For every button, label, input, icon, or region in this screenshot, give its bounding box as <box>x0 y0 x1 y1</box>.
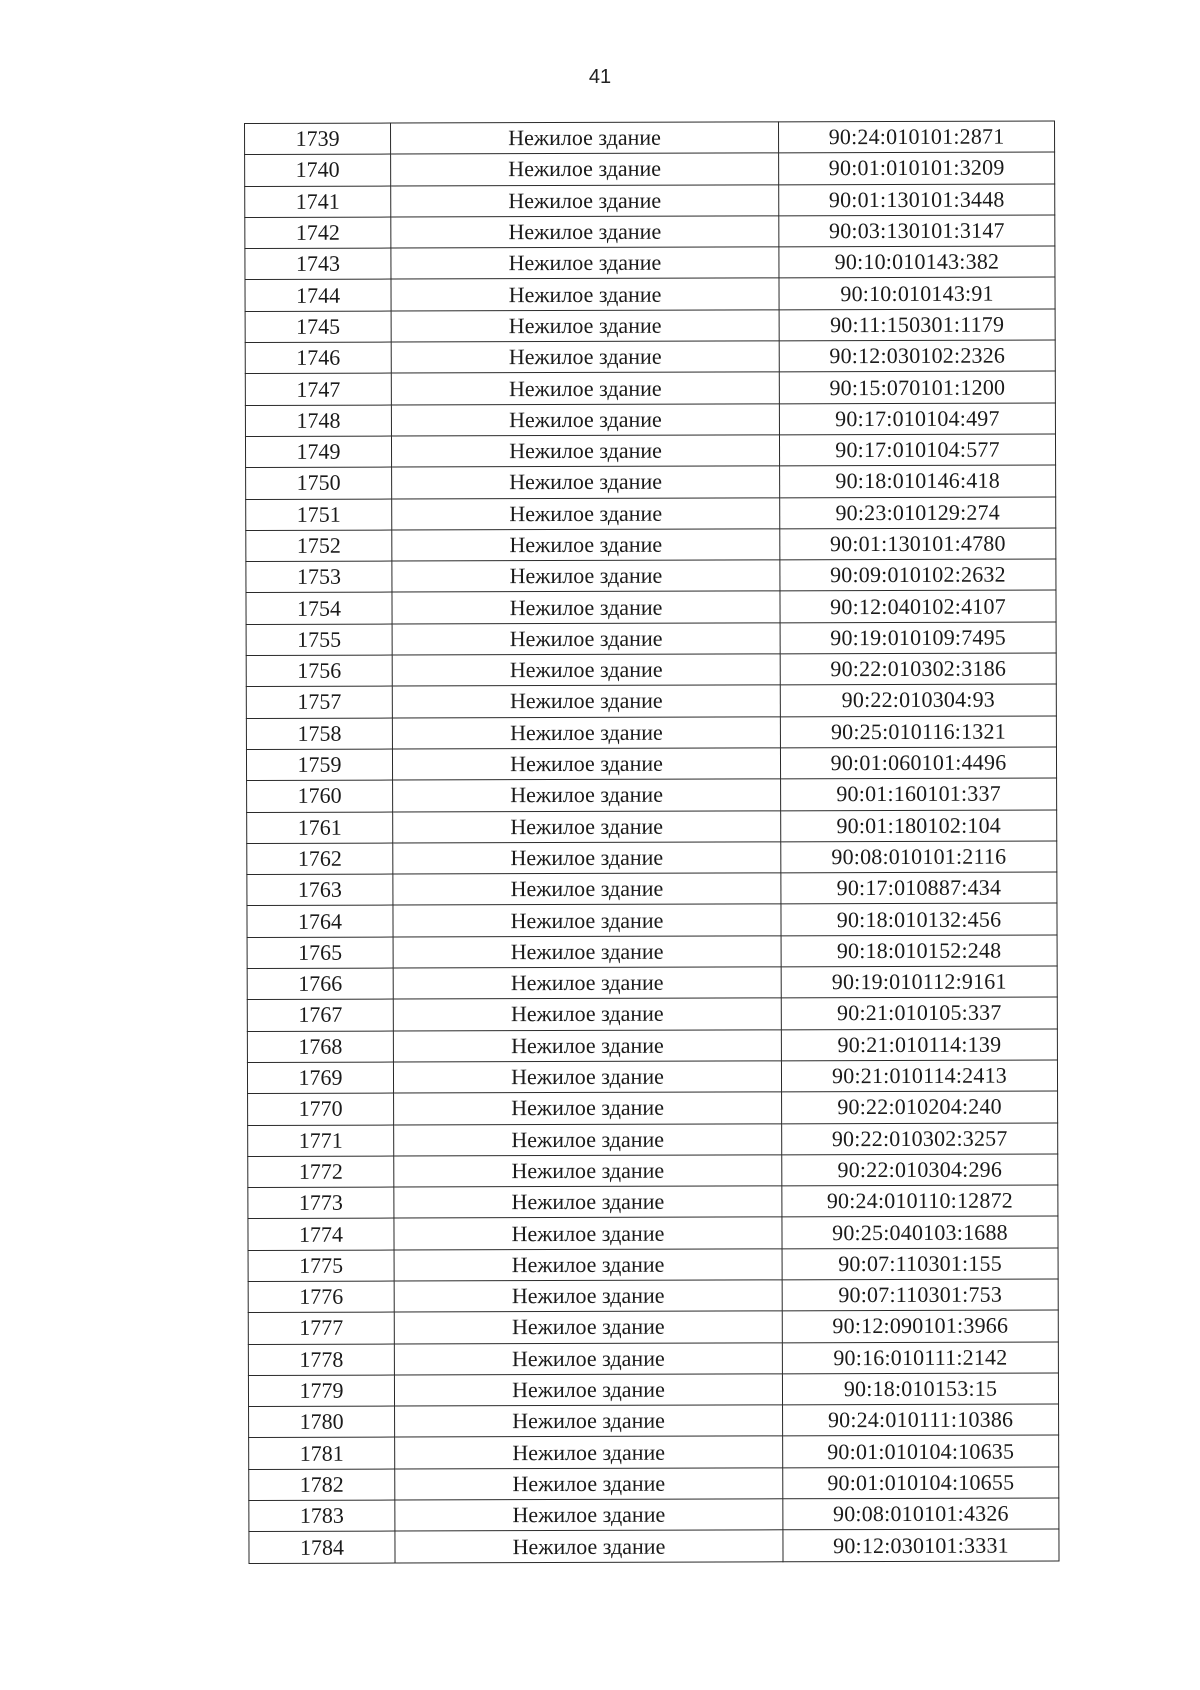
cadastral-number-cell: 90:24:010101:2871 <box>778 121 1054 153</box>
row-number-cell: 1758 <box>246 718 392 750</box>
table-row <box>249 1467 1059 1501</box>
cadastral-number-cell: 90:12:040102:4107 <box>780 590 1056 622</box>
object-name-cell: Нежилое здание <box>394 1155 782 1188</box>
table-row <box>247 935 1057 969</box>
property-table-body <box>245 121 1060 1563</box>
table-row <box>247 966 1057 1000</box>
row-number-cell: 1759 <box>246 749 392 781</box>
row-number-cell: 1761 <box>247 812 393 844</box>
cadastral-number-cell: 90:22:010304:93 <box>780 684 1056 716</box>
cadastral-number-cell: 90:01:060101:4496 <box>780 747 1056 779</box>
cadastral-number-cell: 90:01:160101:337 <box>781 778 1057 810</box>
row-number-cell: 1750 <box>246 467 392 499</box>
cadastral-number-cell: 90:25:040103:1688 <box>782 1216 1058 1248</box>
row-number-cell: 1780 <box>249 1406 395 1438</box>
row-number-cell: 1740 <box>245 154 391 186</box>
cadastral-number-cell: 90:19:010112:9161 <box>781 966 1057 998</box>
object-name-cell: Нежилое здание <box>392 591 780 624</box>
row-number-cell: 1778 <box>248 1344 394 1376</box>
object-name-cell: Нежилое здание <box>393 873 781 906</box>
row-number-cell: 1784 <box>249 1531 395 1563</box>
table-row <box>249 1404 1059 1438</box>
table-row <box>245 340 1055 374</box>
row-number-cell: 1768 <box>247 1031 393 1063</box>
row-number-cell: 1754 <box>246 592 392 624</box>
cadastral-number-cell: 90:10:010143:91 <box>779 277 1055 309</box>
table-row <box>246 497 1056 531</box>
object-name-cell: Нежилое здание <box>394 1186 782 1219</box>
object-name-cell: Нежилое здание <box>395 1499 783 1532</box>
table-row <box>247 778 1057 812</box>
table-row <box>246 716 1056 750</box>
object-name-cell: Нежилое здание <box>394 1123 782 1156</box>
table-row <box>247 1029 1057 1063</box>
cadastral-number-cell: 90:01:010104:10655 <box>783 1467 1059 1499</box>
table-row <box>245 371 1055 405</box>
table-row <box>248 1310 1058 1344</box>
table-row <box>248 1154 1058 1188</box>
object-name-cell: Нежилое здание <box>393 842 781 875</box>
table-row <box>245 184 1055 218</box>
cadastral-number-cell: 90:09:010102:2632 <box>780 559 1056 591</box>
object-name-cell: Нежилое здание <box>391 184 779 217</box>
row-number-cell: 1772 <box>248 1156 394 1188</box>
object-name-cell: Нежилое здание <box>393 998 781 1031</box>
cadastral-number-cell: 90:16:010111:2142 <box>782 1342 1058 1374</box>
row-number-cell: 1767 <box>247 999 393 1031</box>
row-number-cell: 1756 <box>246 655 392 687</box>
table-row <box>248 1091 1058 1125</box>
cadastral-number-cell: 90:17:010104:577 <box>779 434 1055 466</box>
cadastral-number-cell: 90:21:010105:337 <box>781 997 1057 1029</box>
cadastral-number-cell: 90:22:010304:296 <box>782 1154 1058 1186</box>
cadastral-number-cell: 90:03:130101:3147 <box>779 215 1055 247</box>
object-name-cell: Нежилое здание <box>392 654 780 687</box>
object-name-cell: Нежилое здание <box>395 1530 783 1563</box>
page-number: 41 <box>588 66 612 88</box>
row-number-cell: 1741 <box>245 186 391 218</box>
cadastral-number-cell: 90:22:010302:3186 <box>780 653 1056 685</box>
cadastral-number-cell: 90:12:090101:3966 <box>782 1310 1058 1342</box>
row-number-cell: 1769 <box>247 1062 393 1094</box>
object-name-cell: Нежилое здание <box>391 216 779 249</box>
cadastral-number-cell: 90:25:010116:1321 <box>780 716 1056 748</box>
object-name-cell: Нежилое здание <box>391 372 779 405</box>
table-row <box>246 684 1056 718</box>
table-row <box>249 1529 1059 1563</box>
cadastral-number-cell: 90:17:010104:497 <box>779 403 1055 435</box>
object-name-cell: Нежилое здание <box>395 1468 783 1501</box>
row-number-cell: 1751 <box>246 499 392 531</box>
row-number-cell: 1782 <box>249 1469 395 1501</box>
table-row <box>247 1060 1057 1094</box>
object-name-cell: Нежилое здание <box>393 967 781 1000</box>
row-number-cell: 1773 <box>248 1187 394 1219</box>
table-row <box>249 1498 1059 1532</box>
object-name-cell: Нежилое здание <box>391 310 779 343</box>
cadastral-number-cell: 90:01:180102:104 <box>781 809 1057 841</box>
row-number-cell: 1757 <box>246 686 392 718</box>
object-name-cell: Нежилое здание <box>394 1311 782 1344</box>
object-name-cell: Нежилое здание <box>394 1342 782 1375</box>
table-row <box>245 434 1055 468</box>
cadastral-number-cell: 90:11:150301:1179 <box>779 309 1055 341</box>
table-row <box>245 121 1055 155</box>
cadastral-number-cell: 90:21:010114:2413 <box>781 1060 1057 1092</box>
cadastral-number-cell: 90:18:010152:248 <box>781 935 1057 967</box>
cadastral-number-cell: 90:22:010302:3257 <box>782 1122 1058 1154</box>
object-name-cell: Нежилое здание <box>392 685 780 718</box>
table-row <box>246 747 1056 781</box>
cadastral-number-cell: 90:23:010129:274 <box>780 497 1056 529</box>
object-name-cell: Нежилое здание <box>391 435 779 468</box>
row-number-cell: 1746 <box>245 342 391 374</box>
table-row <box>247 809 1057 843</box>
object-name-cell: Нежилое здание <box>392 560 780 593</box>
table-row <box>248 1342 1058 1376</box>
row-number-cell: 1748 <box>245 405 391 437</box>
table-row <box>249 1435 1059 1469</box>
object-name-cell: Нежилое здание <box>391 403 779 436</box>
row-number-cell: 1749 <box>245 436 391 468</box>
cadastral-number-cell: 90:24:010110:12872 <box>782 1185 1058 1217</box>
table-row <box>246 528 1056 562</box>
table-row <box>245 309 1055 343</box>
table-row <box>247 872 1057 906</box>
row-number-cell: 1766 <box>247 968 393 1000</box>
table-row <box>245 215 1055 249</box>
row-number-cell: 1775 <box>248 1250 394 1282</box>
cadastral-number-cell: 90:01:130101:3448 <box>779 184 1055 216</box>
table-row <box>245 403 1055 437</box>
table-row <box>245 277 1055 311</box>
cadastral-number-cell: 90:01:010104:10635 <box>783 1435 1059 1467</box>
cadastral-number-cell: 90:08:010101:4326 <box>783 1498 1059 1530</box>
table-row <box>245 246 1055 280</box>
object-name-cell: Нежилое здание <box>392 529 780 562</box>
cadastral-number-cell: 90:19:010109:7495 <box>780 622 1056 654</box>
object-name-cell: Нежилое здание <box>395 1405 783 1438</box>
table-row <box>247 903 1057 937</box>
object-name-cell: Нежилое здание <box>393 936 781 969</box>
row-number-cell: 1752 <box>246 530 392 562</box>
row-number-cell: 1779 <box>248 1375 394 1407</box>
cadastral-number-cell: 90:15:070101:1200 <box>779 371 1055 403</box>
row-number-cell: 1755 <box>246 624 392 656</box>
row-number-cell: 1774 <box>248 1218 394 1250</box>
object-name-cell: Нежилое здание <box>394 1217 782 1250</box>
table-row <box>248 1373 1058 1407</box>
table-row <box>248 1216 1058 1250</box>
table-row <box>245 152 1055 186</box>
cadastral-number-cell: 90:07:110301:753 <box>782 1279 1058 1311</box>
object-name-cell: Нежилое здание <box>391 122 779 155</box>
cadastral-number-cell: 90:18:010153:15 <box>782 1373 1058 1405</box>
object-name-cell: Нежилое здание <box>392 748 780 781</box>
object-name-cell: Нежилое здание <box>392 716 780 749</box>
row-number-cell: 1771 <box>248 1125 394 1157</box>
cadastral-number-cell: 90:07:110301:155 <box>782 1248 1058 1280</box>
object-name-cell: Нежилое здание <box>393 779 781 812</box>
object-name-cell: Нежилое здание <box>391 341 779 374</box>
cadastral-number-cell: 90:18:010132:456 <box>781 903 1057 935</box>
object-name-cell: Нежилое здание <box>391 278 779 311</box>
row-number-cell: 1763 <box>247 874 393 906</box>
table-row <box>246 622 1056 656</box>
table-row <box>248 1185 1058 1219</box>
object-name-cell: Нежилое здание <box>393 810 781 843</box>
cadastral-number-cell: 90:18:010146:418 <box>780 465 1056 497</box>
object-name-cell: Нежилое здание <box>393 904 781 937</box>
object-name-cell: Нежилое здание <box>394 1092 782 1125</box>
cadastral-number-cell: 90:17:010887:434 <box>781 872 1057 904</box>
row-number-cell: 1764 <box>247 905 393 937</box>
object-name-cell: Нежилое здание <box>392 623 780 656</box>
object-name-cell: Нежилое здание <box>391 153 779 186</box>
object-name-cell: Нежилое здание <box>391 247 779 280</box>
table-row <box>248 1248 1058 1282</box>
cadastral-number-cell: 90:12:030102:2326 <box>779 340 1055 372</box>
object-name-cell: Нежилое здание <box>392 497 780 530</box>
table-row <box>246 559 1056 593</box>
cadastral-number-cell: 90:01:130101:4780 <box>780 528 1056 560</box>
cadastral-number-cell: 90:01:010101:3209 <box>779 152 1055 184</box>
row-number-cell: 1777 <box>248 1312 394 1344</box>
row-number-cell: 1742 <box>245 217 391 249</box>
row-number-cell: 1745 <box>245 311 391 343</box>
row-number-cell: 1781 <box>249 1438 395 1470</box>
object-name-cell: Нежилое здание <box>392 466 780 499</box>
row-number-cell: 1760 <box>247 780 393 812</box>
cadastral-number-cell: 90:10:010143:382 <box>779 246 1055 278</box>
cadastral-number-cell: 90:24:010111:10386 <box>783 1404 1059 1436</box>
property-table <box>244 120 1060 1563</box>
row-number-cell: 1770 <box>248 1093 394 1125</box>
object-name-cell: Нежилое здание <box>395 1436 783 1469</box>
row-number-cell: 1743 <box>245 248 391 280</box>
table-row <box>246 653 1056 687</box>
row-number-cell: 1783 <box>249 1500 395 1532</box>
object-name-cell: Нежилое здание <box>394 1249 782 1282</box>
table-row <box>246 465 1056 499</box>
table-row <box>248 1279 1058 1313</box>
table-row <box>248 1122 1058 1156</box>
row-number-cell: 1765 <box>247 937 393 969</box>
table-row <box>247 841 1057 875</box>
cadastral-number-cell: 90:08:010101:2116 <box>781 841 1057 873</box>
object-name-cell: Нежилое здание <box>394 1374 782 1407</box>
row-number-cell: 1762 <box>247 843 393 875</box>
cadastral-number-cell: 90:22:010204:240 <box>782 1091 1058 1123</box>
object-name-cell: Нежилое здание <box>393 1061 781 1094</box>
row-number-cell: 1753 <box>246 561 392 593</box>
row-number-cell: 1739 <box>245 123 391 155</box>
object-name-cell: Нежилое здание <box>394 1280 782 1313</box>
cadastral-number-cell: 90:12:030101:3331 <box>783 1529 1059 1561</box>
cadastral-number-cell: 90:21:010114:139 <box>781 1029 1057 1061</box>
object-name-cell: Нежилое здание <box>393 1029 781 1062</box>
row-number-cell: 1747 <box>245 373 391 405</box>
row-number-cell: 1744 <box>245 280 391 312</box>
table-row <box>247 997 1057 1031</box>
table-row <box>246 590 1056 624</box>
row-number-cell: 1776 <box>248 1281 394 1313</box>
